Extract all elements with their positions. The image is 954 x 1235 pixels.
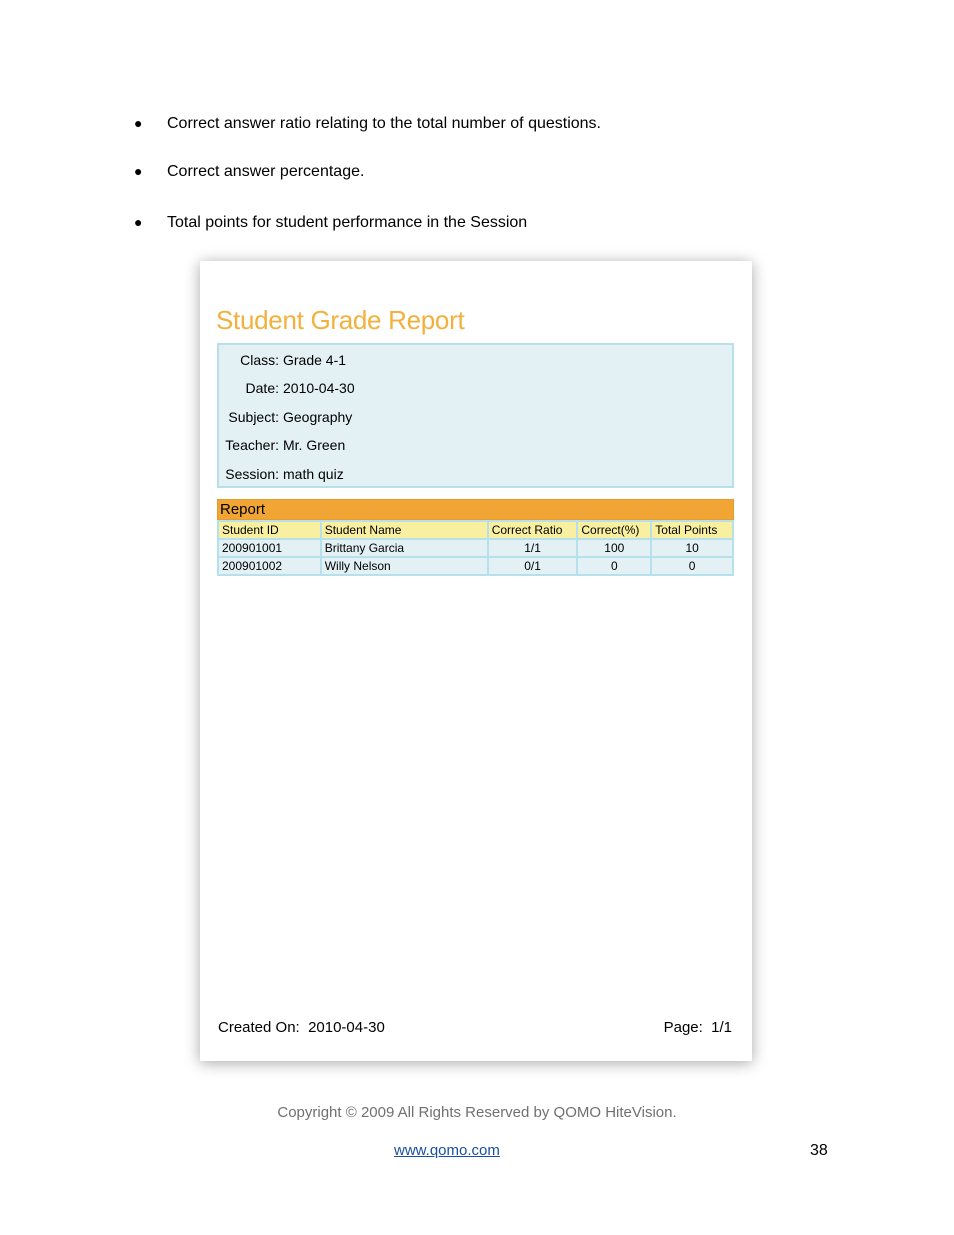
report-info-box xyxy=(217,343,734,488)
table-cell: Brittany Garcia xyxy=(321,539,488,557)
info-label: Class: xyxy=(240,352,279,368)
bullet-text: Total points for student performance in the Session xyxy=(167,214,528,231)
copyright-notice: Copyright © 2009 All Rights Reserved by QOMO HiteVision. xyxy=(277,1104,677,1121)
info-label: Teacher: xyxy=(225,437,279,453)
created-label: Created On: xyxy=(218,1019,300,1036)
bullet-text: Correct answer ratio relating to the total number of questions. xyxy=(167,115,601,132)
info-value: 2010-04-30 xyxy=(283,380,355,396)
bullet-dot-icon: ● xyxy=(134,115,143,131)
page-label: Page: xyxy=(663,1019,703,1036)
page-number: 38 xyxy=(810,1142,828,1159)
table-cell: 100 xyxy=(577,539,651,557)
table-cell: Willy Nelson xyxy=(321,557,488,575)
report-screenshot xyxy=(200,261,752,1061)
info-row-date xyxy=(207,380,355,396)
bullet-item xyxy=(134,212,527,233)
page-value: 1/1 xyxy=(711,1019,732,1036)
table-cell: 0/1 xyxy=(488,557,578,575)
info-row-subject xyxy=(207,409,352,425)
info-value: math quiz xyxy=(283,466,344,482)
column-header: Student ID xyxy=(218,521,321,539)
website-link[interactable]: www.qomo.com xyxy=(394,1142,500,1159)
table-cell: 10 xyxy=(651,539,733,557)
info-row-class xyxy=(207,352,346,368)
info-label: Session: xyxy=(225,466,279,482)
table-cell: 200901002 xyxy=(218,557,321,575)
report-page-indicator xyxy=(664,1019,732,1036)
bullet-dot-icon: ● xyxy=(134,163,143,179)
info-value: Grade 4-1 xyxy=(283,352,347,368)
bullet-item xyxy=(134,161,364,182)
report-section-header: Report xyxy=(217,499,734,520)
column-header: Total Points xyxy=(651,521,733,539)
report-title: Student Grade Report xyxy=(216,305,465,335)
grade-table xyxy=(217,520,734,576)
table-header-row xyxy=(218,521,733,539)
bullet-item xyxy=(134,113,601,134)
info-label: Subject: xyxy=(228,409,279,425)
info-value: Geography xyxy=(283,409,353,425)
info-value: Mr. Green xyxy=(283,437,346,453)
report-table-section xyxy=(217,499,734,576)
bullet-text: Correct answer percentage. xyxy=(167,163,365,180)
table-cell: 0 xyxy=(577,557,651,575)
created-on xyxy=(218,1019,385,1036)
table-row xyxy=(218,539,733,557)
table-cell: 200901001 xyxy=(218,539,321,557)
table-cell: 0 xyxy=(651,557,733,575)
table-cell: 1/1 xyxy=(488,539,578,557)
info-label: Date: xyxy=(245,380,279,396)
created-value: 2010-04-30 xyxy=(308,1019,385,1036)
column-header: Student Name xyxy=(321,521,488,539)
bullet-dot-icon: ● xyxy=(134,214,143,230)
info-row-teacher xyxy=(207,437,345,453)
table-row xyxy=(218,557,733,575)
column-header: Correct(%) xyxy=(577,521,651,539)
column-header: Correct Ratio xyxy=(488,521,578,539)
info-row-session xyxy=(207,466,344,482)
